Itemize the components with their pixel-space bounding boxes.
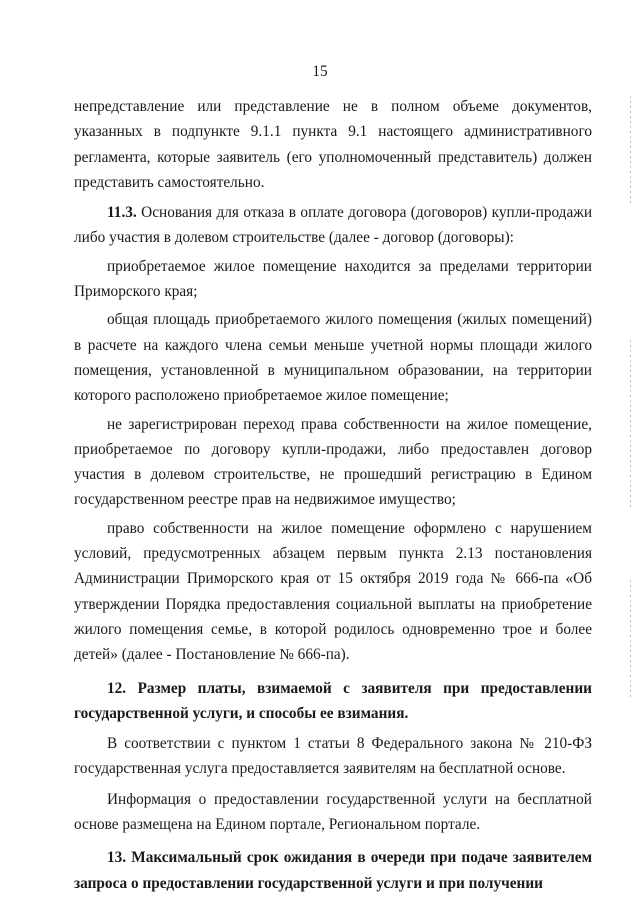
section-heading-12: 12. Размер платы, взимаемой с заявителя при предоставлении государственной услуги, и способы ее взимания. <box>74 679 592 722</box>
paragraph-refusal-territory: приобретаемое жилое помещение находится за пределами территории Приморского края; <box>74 257 592 301</box>
paragraph-refusal-area: общая площадь приобретаемого жилого помещения (жилых помещений) в расчете на каждого члена семьи меньше учетной нормы площади жилого помещения, установленной в муниципальном образовании, на территории которого расположено приобретаемое жилое помещение; <box>74 311 592 405</box>
paragraph-text: Основания для отказа в оплате договора (договоров) купли-продажи либо участия в долевом строительстве (далее - договор (договоры): <box>74 204 592 247</box>
clause-number: 11.3. <box>107 204 137 222</box>
scan-edge-mark <box>630 580 631 700</box>
scan-edge-mark <box>630 340 631 510</box>
paragraph-portal-info: Информация о предоставлении государственной услуги на бесплатной основе размещена на Едином портале, Региональном портале. <box>74 790 592 834</box>
paragraph-continuation: непредставление или представление не в полном объеме документов, указанных в подпункте 9.1.1 пункта 9.1 настоящего административного регламента, которые заявитель (его уполномоченный представитель) должен представить самостоятельно. <box>74 98 592 191</box>
scan-edge-mark <box>630 96 631 206</box>
page-number: 15 <box>312 63 328 80</box>
paragraph-11-3 <box>74 200 592 251</box>
paragraph-refusal-ownership: право собственности на жилое помещение оформлено с нарушением условий, предусмотренных абзацем первым пункта 2.13 постановления Администрации Приморского края от 15 октября 2019 года № 666-па «Об утверждении Порядка предоставления социальной выплаты на приобретение жилого помещения семье, в которой родилось одновременно трое и более детей» (далее - Постановление № 666-па). <box>74 519 592 664</box>
section-heading-13: 13. Максимальный срок ожидания в очереди при подаче заявителем запроса о предоставлении государственной услуги и при получении <box>74 849 592 892</box>
paragraph-refusal-registration: не зарегистрирован переход права собственности на жилое помещение, приобретаемое по договору купли-продажи, либо предоставлен договор участия в долевом строительстве, не прошедший регистрацию в Едином государственном реестре прав на недвижимое имущество; <box>74 415 592 509</box>
paragraph-free-of-charge: В соответствии с пунктом 1 статьи 8 Федерального закона № 210-ФЗ государственная услуга предоставляется заявителям на бесплатной основе. <box>74 735 592 778</box>
document-body <box>74 94 592 896</box>
